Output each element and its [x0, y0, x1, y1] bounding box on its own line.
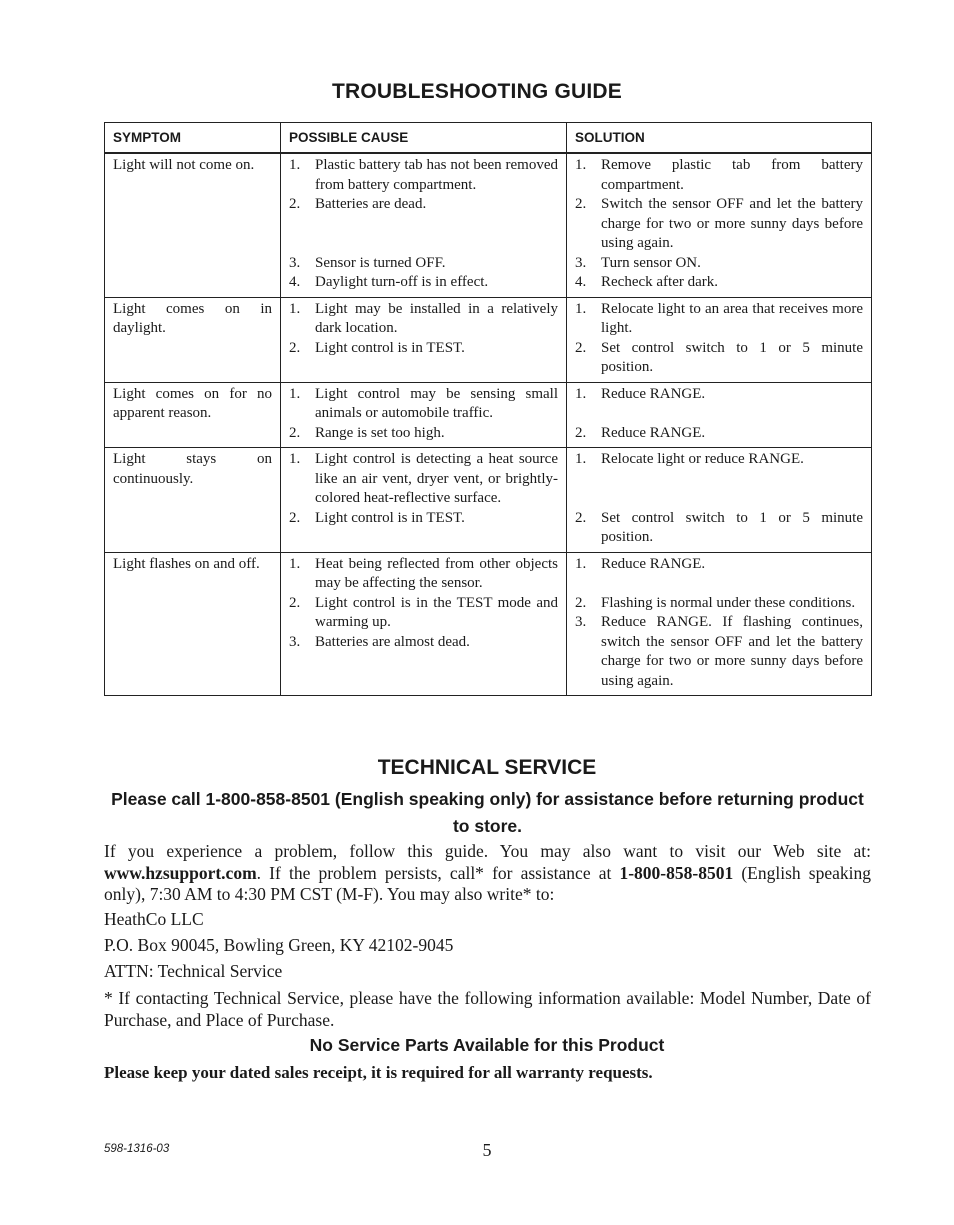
- item-number: 1.: [289, 385, 301, 402]
- solution-item: [575, 300, 863, 339]
- cause-item: [289, 633, 558, 653]
- phone-number: 1-800-858-8501: [619, 862, 734, 883]
- solution-cell: [567, 382, 872, 448]
- item-number: 1.: [289, 300, 301, 317]
- solution-item: [575, 339, 863, 378]
- solution-item: [575, 450, 863, 470]
- item-number: 2.: [575, 594, 587, 611]
- address-attn: ATTN: Technical Service: [104, 961, 283, 981]
- item-number: 2.: [575, 339, 587, 356]
- cause-cell: [281, 153, 567, 297]
- contact-text: If you experience a problem, follow this guide. You may also want to visit our Web site at:: [104, 841, 871, 861]
- symptom-cell: [105, 153, 281, 297]
- page-number: 5: [482, 1140, 492, 1160]
- table-row: [105, 552, 872, 696]
- item-text: Batteries are dead.: [315, 196, 427, 212]
- symptom-cell: [105, 382, 281, 448]
- contact-text: . If the problem persists, call* for assistance at: [256, 862, 620, 883]
- item-number: 2.: [289, 196, 301, 212]
- item-number: 2.: [575, 509, 587, 526]
- cause-item: [289, 254, 558, 274]
- item-number: 2.: [289, 339, 301, 356]
- table-header-row: [105, 123, 872, 154]
- solution-cell: [567, 448, 872, 553]
- solution-item: [575, 273, 863, 293]
- item-text: Recheck after dark.: [601, 274, 719, 290]
- table-row: [105, 382, 872, 448]
- cause-item: [289, 509, 558, 529]
- contact-paragraph: [104, 841, 871, 906]
- cause-cell: [281, 448, 567, 553]
- cause-item: [289, 300, 558, 339]
- table-row: [105, 297, 872, 382]
- item-text: Remove plastic tab from battery compartment.: [601, 157, 863, 193]
- header-possible-cause: POSSIBLE CAUSE: [281, 123, 567, 154]
- solution-item: [575, 594, 863, 614]
- item-text: Reduce RANGE.: [601, 555, 706, 572]
- item-number: 2.: [289, 594, 301, 611]
- item-number: 2.: [575, 424, 587, 441]
- item-number: 1.: [575, 451, 587, 467]
- item-text: Set control switch to 1 or 5 minute position.: [601, 509, 863, 545]
- table-row: [105, 153, 872, 297]
- item-text: Turn sensor ON.: [601, 254, 701, 271]
- symptom-text: Light flashes on and off.: [113, 555, 260, 572]
- cause-cell: [281, 552, 567, 696]
- symptom-text: Light will not come on.: [113, 157, 255, 173]
- solution-item: [575, 156, 863, 195]
- item-text: Range is set too high.: [315, 424, 445, 441]
- contact-text: (English speaking only), 7:30 AM to 4:30 PM CST (M-F). You may also write* to:: [104, 862, 871, 904]
- item-text: Light control may be sensing small animals or automobile traffic.: [315, 385, 558, 421]
- item-text: Daylight turn-off is in effect.: [315, 274, 489, 290]
- symptom-text: Light comes on in daylight.: [113, 300, 272, 336]
- item-number: 1.: [575, 385, 587, 402]
- item-number: 1.: [289, 451, 301, 467]
- cause-item: [289, 385, 558, 424]
- item-number: 2.: [289, 509, 301, 526]
- table-row: [105, 448, 872, 553]
- symptom-cell: [105, 297, 281, 382]
- solution-item: [575, 254, 863, 274]
- cause-item: [289, 424, 558, 444]
- solution-item: [575, 613, 863, 691]
- document-number: 598-1316-03: [104, 1143, 170, 1155]
- item-text: Light control is in the TEST mode and warming up.: [315, 594, 558, 630]
- item-number: 2.: [289, 424, 301, 441]
- item-text: Sensor is turned OFF.: [315, 254, 446, 271]
- solution-item: [575, 195, 863, 254]
- item-number: 1.: [575, 300, 587, 317]
- cause-item: [289, 339, 558, 359]
- item-text: Relocate light to an area that receives more light.: [601, 300, 863, 336]
- item-text: Light may be installed in a relatively dark location.: [315, 300, 558, 336]
- item-number: 2.: [575, 196, 587, 212]
- item-text: Light control is in TEST.: [315, 509, 465, 526]
- item-number: 3.: [289, 633, 301, 650]
- cause-item: [289, 195, 558, 215]
- cause-cell: [281, 297, 567, 382]
- symptom-text: Light comes on for no apparent reason.: [113, 385, 272, 421]
- item-text: Reduce RANGE. If flashing continues, switch the sensor OFF and let the battery charge for two or more sunny days before using again.: [601, 614, 863, 689]
- solution-item: [575, 509, 863, 548]
- no-parts-heading: No Service Parts Available for this Product: [309, 1035, 665, 1055]
- cause-item: [289, 156, 558, 195]
- item-text: Set control switch to 1 or 5 minute position.: [601, 339, 863, 375]
- item-text: Heat being reflected from other objects may be affecting the sensor.: [315, 555, 558, 591]
- receipt-note: Please keep your dated sales receipt, it is required for all warranty requests.: [104, 1063, 653, 1082]
- solution-cell: [567, 297, 872, 382]
- solution-item: [575, 424, 863, 444]
- header-solution: SOLUTION: [567, 123, 872, 154]
- header-symptom: SYMPTOM: [105, 123, 281, 154]
- item-number: 1.: [289, 555, 301, 572]
- cause-item: [289, 594, 558, 633]
- item-number: 1.: [575, 555, 587, 572]
- item-text: Flashing is normal under these conditions.: [601, 594, 856, 611]
- item-number: 1.: [289, 157, 301, 173]
- page-title: TROUBLESHOOTING GUIDE: [331, 80, 623, 103]
- address-po-box: P.O. Box 90045, Bowling Green, KY 42102-9045: [104, 935, 454, 955]
- solution-item: [575, 555, 863, 575]
- footnote: * If contacting Technical Service, please have the following information available: Model Number, Date of Purchase, and Place of Purchase.: [104, 988, 871, 1030]
- item-text: Light control is in TEST.: [315, 339, 465, 356]
- symptom-text: Light stays on continuously.: [113, 451, 272, 487]
- cause-cell: [281, 382, 567, 448]
- solution-cell: [567, 153, 872, 297]
- item-number: 4.: [575, 274, 587, 290]
- call-instruction: Please call 1-800-858-8501 (English speaking only) for assistance before returning product to store.: [111, 789, 864, 836]
- item-number: 3.: [289, 254, 301, 271]
- website-link[interactable]: www.hzsupport.com: [104, 862, 257, 883]
- item-text: Light control is detecting a heat source like an air vent, dryer vent, or brightly-colored heat-reflective surface.: [315, 451, 558, 506]
- item-text: Switch the sensor OFF and let the battery charge for two or more sunny days before using again.: [601, 196, 863, 251]
- cause-item: [289, 450, 558, 509]
- item-number: 4.: [289, 274, 301, 290]
- symptom-cell: [105, 448, 281, 553]
- solution-item: [575, 385, 863, 405]
- address-company: HeathCo LLC: [104, 909, 204, 929]
- item-text: Plastic battery tab has not been removed from battery compartment.: [315, 157, 558, 193]
- troubleshooting-table: [104, 122, 872, 696]
- item-text: Reduce RANGE.: [601, 385, 706, 402]
- item-text: Relocate light or reduce RANGE.: [601, 451, 804, 467]
- item-number: 3.: [575, 614, 587, 630]
- item-number: 3.: [575, 254, 587, 271]
- solution-cell: [567, 552, 872, 696]
- section-title-technical-service: TECHNICAL SERVICE: [377, 756, 597, 779]
- symptom-cell: [105, 552, 281, 696]
- item-text: Reduce RANGE.: [601, 424, 706, 441]
- item-text: Batteries are almost dead.: [315, 633, 470, 650]
- cause-item: [289, 555, 558, 594]
- item-number: 1.: [575, 157, 587, 173]
- cause-item: [289, 273, 558, 293]
